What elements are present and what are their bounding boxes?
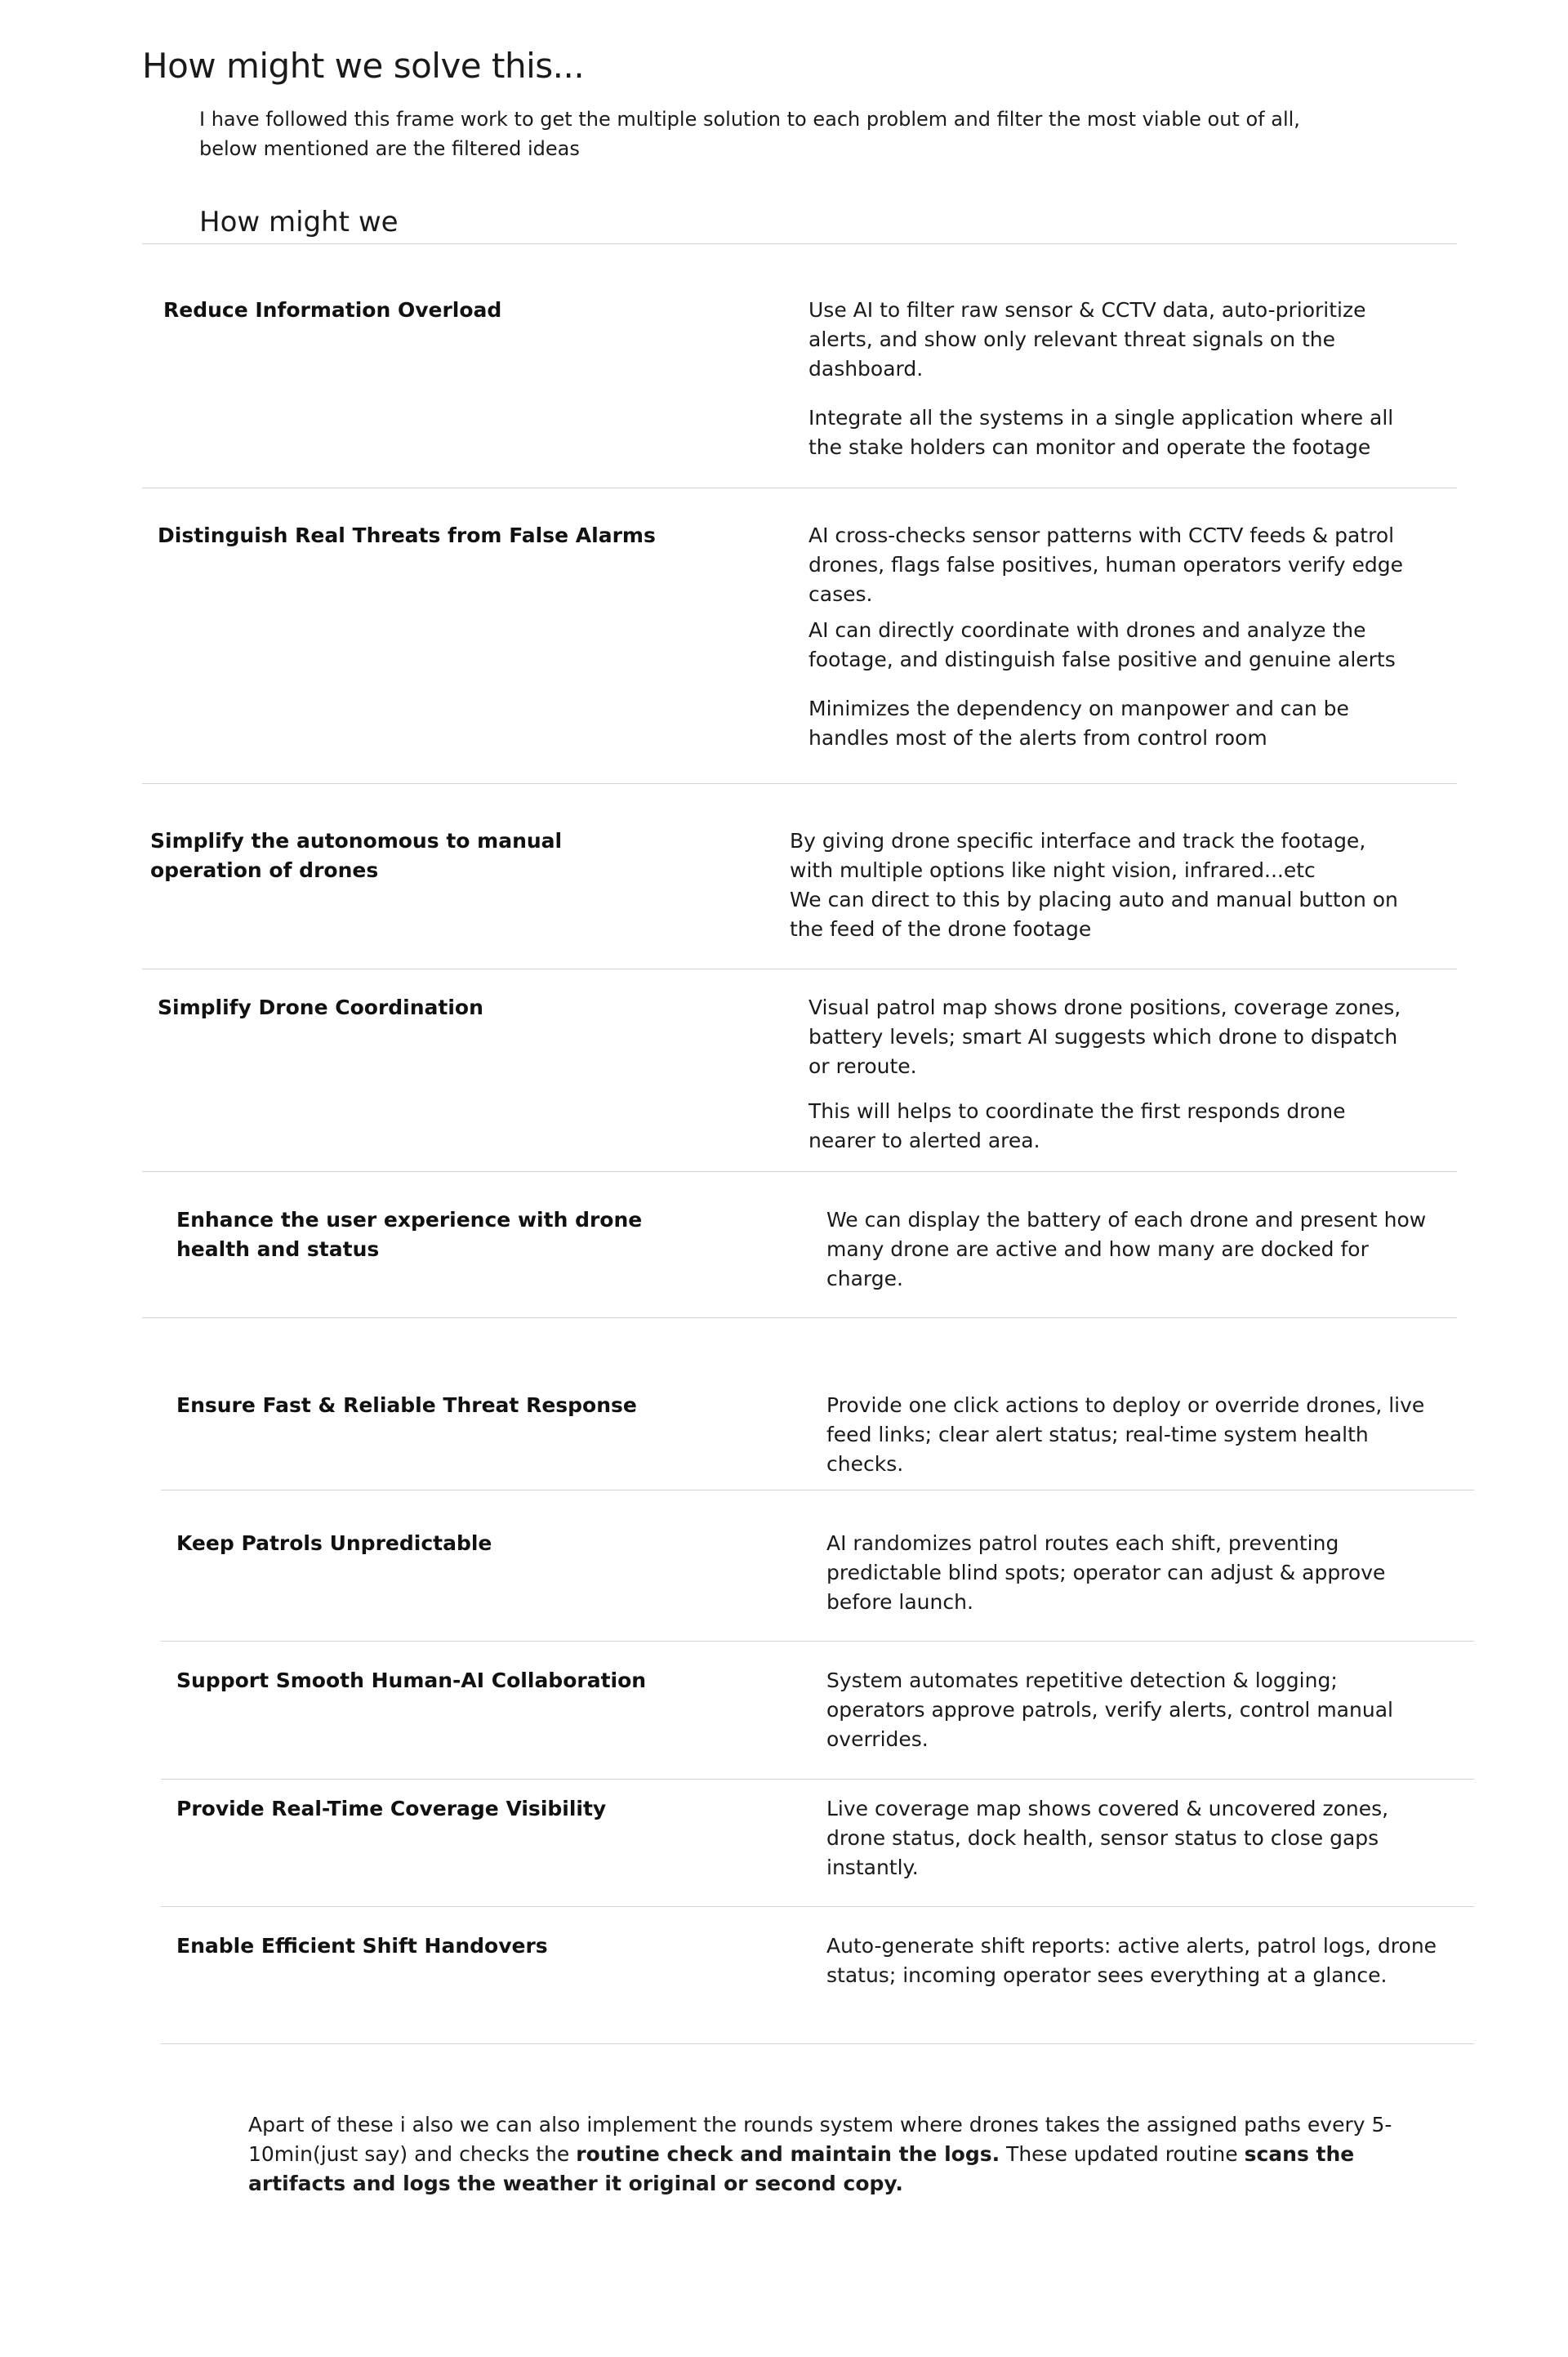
solution-text: Visual patrol map shows drone positions, coverage zones, battery levels; smart AI suggests which drone to dispatch or reroute. <box>808 996 1401 1078</box>
solution-text: AI randomizes patrol routes each shift, preventing predictable blind spots; operator can adjust & approve before launch. <box>826 1531 1386 1614</box>
divider <box>161 1906 1474 1907</box>
solution-text: Provide one click actions to deploy or override drones, live feed links; clear alert status; real-time system health checks. <box>826 1393 1425 1476</box>
solution-text: System automates repetitive detection & logging; operators approve patrols, verify alerts, control manual overrides. <box>826 1669 1393 1751</box>
problem-label: Support Smooth Human-AI Collaboration <box>176 1669 647 1692</box>
divider <box>142 1317 1457 1318</box>
closing-emphasis: routine check and maintain the logs. <box>576 2142 1000 2166</box>
problem-label: Simplify the autonomous to manual operation of drones <box>150 829 563 882</box>
solution-block <box>808 296 1413 462</box>
problem-label: Reduce Information Overload <box>163 298 502 322</box>
solution-text: AI can directly coordinate with drones and analyze the footage, and distinguish false positive and genuine alerts <box>808 618 1396 671</box>
solution-text: Use AI to filter raw sensor & CCTV data, auto-prioritize alerts, and show only relevant threat signals on the dashboard. <box>808 298 1366 381</box>
solution-block <box>808 521 1413 753</box>
divider <box>161 2043 1474 2044</box>
page-title: How might we solve this... <box>142 46 585 86</box>
closing-text: These updated routine <box>1000 2142 1245 2166</box>
solution-text: Live coverage map shows covered & uncovered zones, drone status, dock health, sensor status to close gaps instantly. <box>826 1797 1389 1879</box>
problem-label: Provide Real-Time Coverage Visibility <box>176 1797 607 1820</box>
solution-text: Auto-generate shift reports: active alerts, patrol logs, drone status; incoming operator sees everything at a glance. <box>826 1934 1437 1987</box>
solution-text: By giving drone specific interface and track the footage, with multiple options like night vision, infrared...etc <box>790 829 1366 882</box>
intro-line-2: below mentioned are the filtered ideas <box>199 137 580 160</box>
problem-label: Distinguish Real Threats from False Alarms <box>158 524 656 547</box>
section-heading: How might we <box>199 206 399 238</box>
divider <box>142 783 1457 784</box>
solution-text: AI cross-checks sensor patterns with CCTV feeds & patrol drones, flags false positives, human operators verify edge cases. <box>808 524 1403 606</box>
intro-line-1: I have followed this frame work to get the multiple solution to each problem and filter the most viable out of all, <box>199 108 1300 131</box>
intro-text <box>199 105 1359 163</box>
solution-text: This will helps to coordinate the first responds drone nearer to alerted area. <box>808 1099 1346 1152</box>
closing-note <box>248 2110 1424 2199</box>
solution-block <box>826 1205 1439 1294</box>
solution-block <box>790 827 1410 944</box>
divider <box>161 1641 1474 1642</box>
problem-label: Simplify Drone Coordination <box>158 996 483 1019</box>
solution-text: We can display the battery of each drone and present how many drone are active and how many are docked for charge. <box>826 1208 1427 1290</box>
problem-label: Enhance the user experience with drone health and status <box>176 1208 643 1261</box>
solution-block <box>808 993 1413 1156</box>
solution-text: Integrate all the systems in a single application where all the stake holders can monitor and operate the footage <box>808 406 1394 459</box>
solution-block <box>826 1391 1439 1479</box>
problem-label: Enable Efficient Shift Handovers <box>176 1934 548 1958</box>
closing-emphasis: scans the artifacts and logs the weather it original or second copy. <box>248 2142 1355 2195</box>
closing-text: Apart of these i also we can also implement the rounds system where drones takes the assigned paths every 5-10min(just say) and checks the <box>248 2113 1392 2166</box>
problem-label: Ensure Fast & Reliable Threat Response <box>176 1393 637 1417</box>
solution-block <box>826 1666 1439 1754</box>
divider <box>142 1171 1457 1172</box>
solution-block <box>826 1931 1439 1990</box>
problem-label: Keep Patrols Unpredictable <box>176 1531 492 1555</box>
solution-text: We can direct to this by placing auto and manual button on the feed of the drone footage <box>790 888 1398 941</box>
divider <box>161 1779 1474 1780</box>
divider <box>142 243 1457 244</box>
solution-block <box>826 1794 1439 1882</box>
solution-text: Minimizes the dependency on manpower and can be handles most of the alerts from control room <box>808 697 1349 750</box>
solution-block <box>826 1529 1439 1617</box>
